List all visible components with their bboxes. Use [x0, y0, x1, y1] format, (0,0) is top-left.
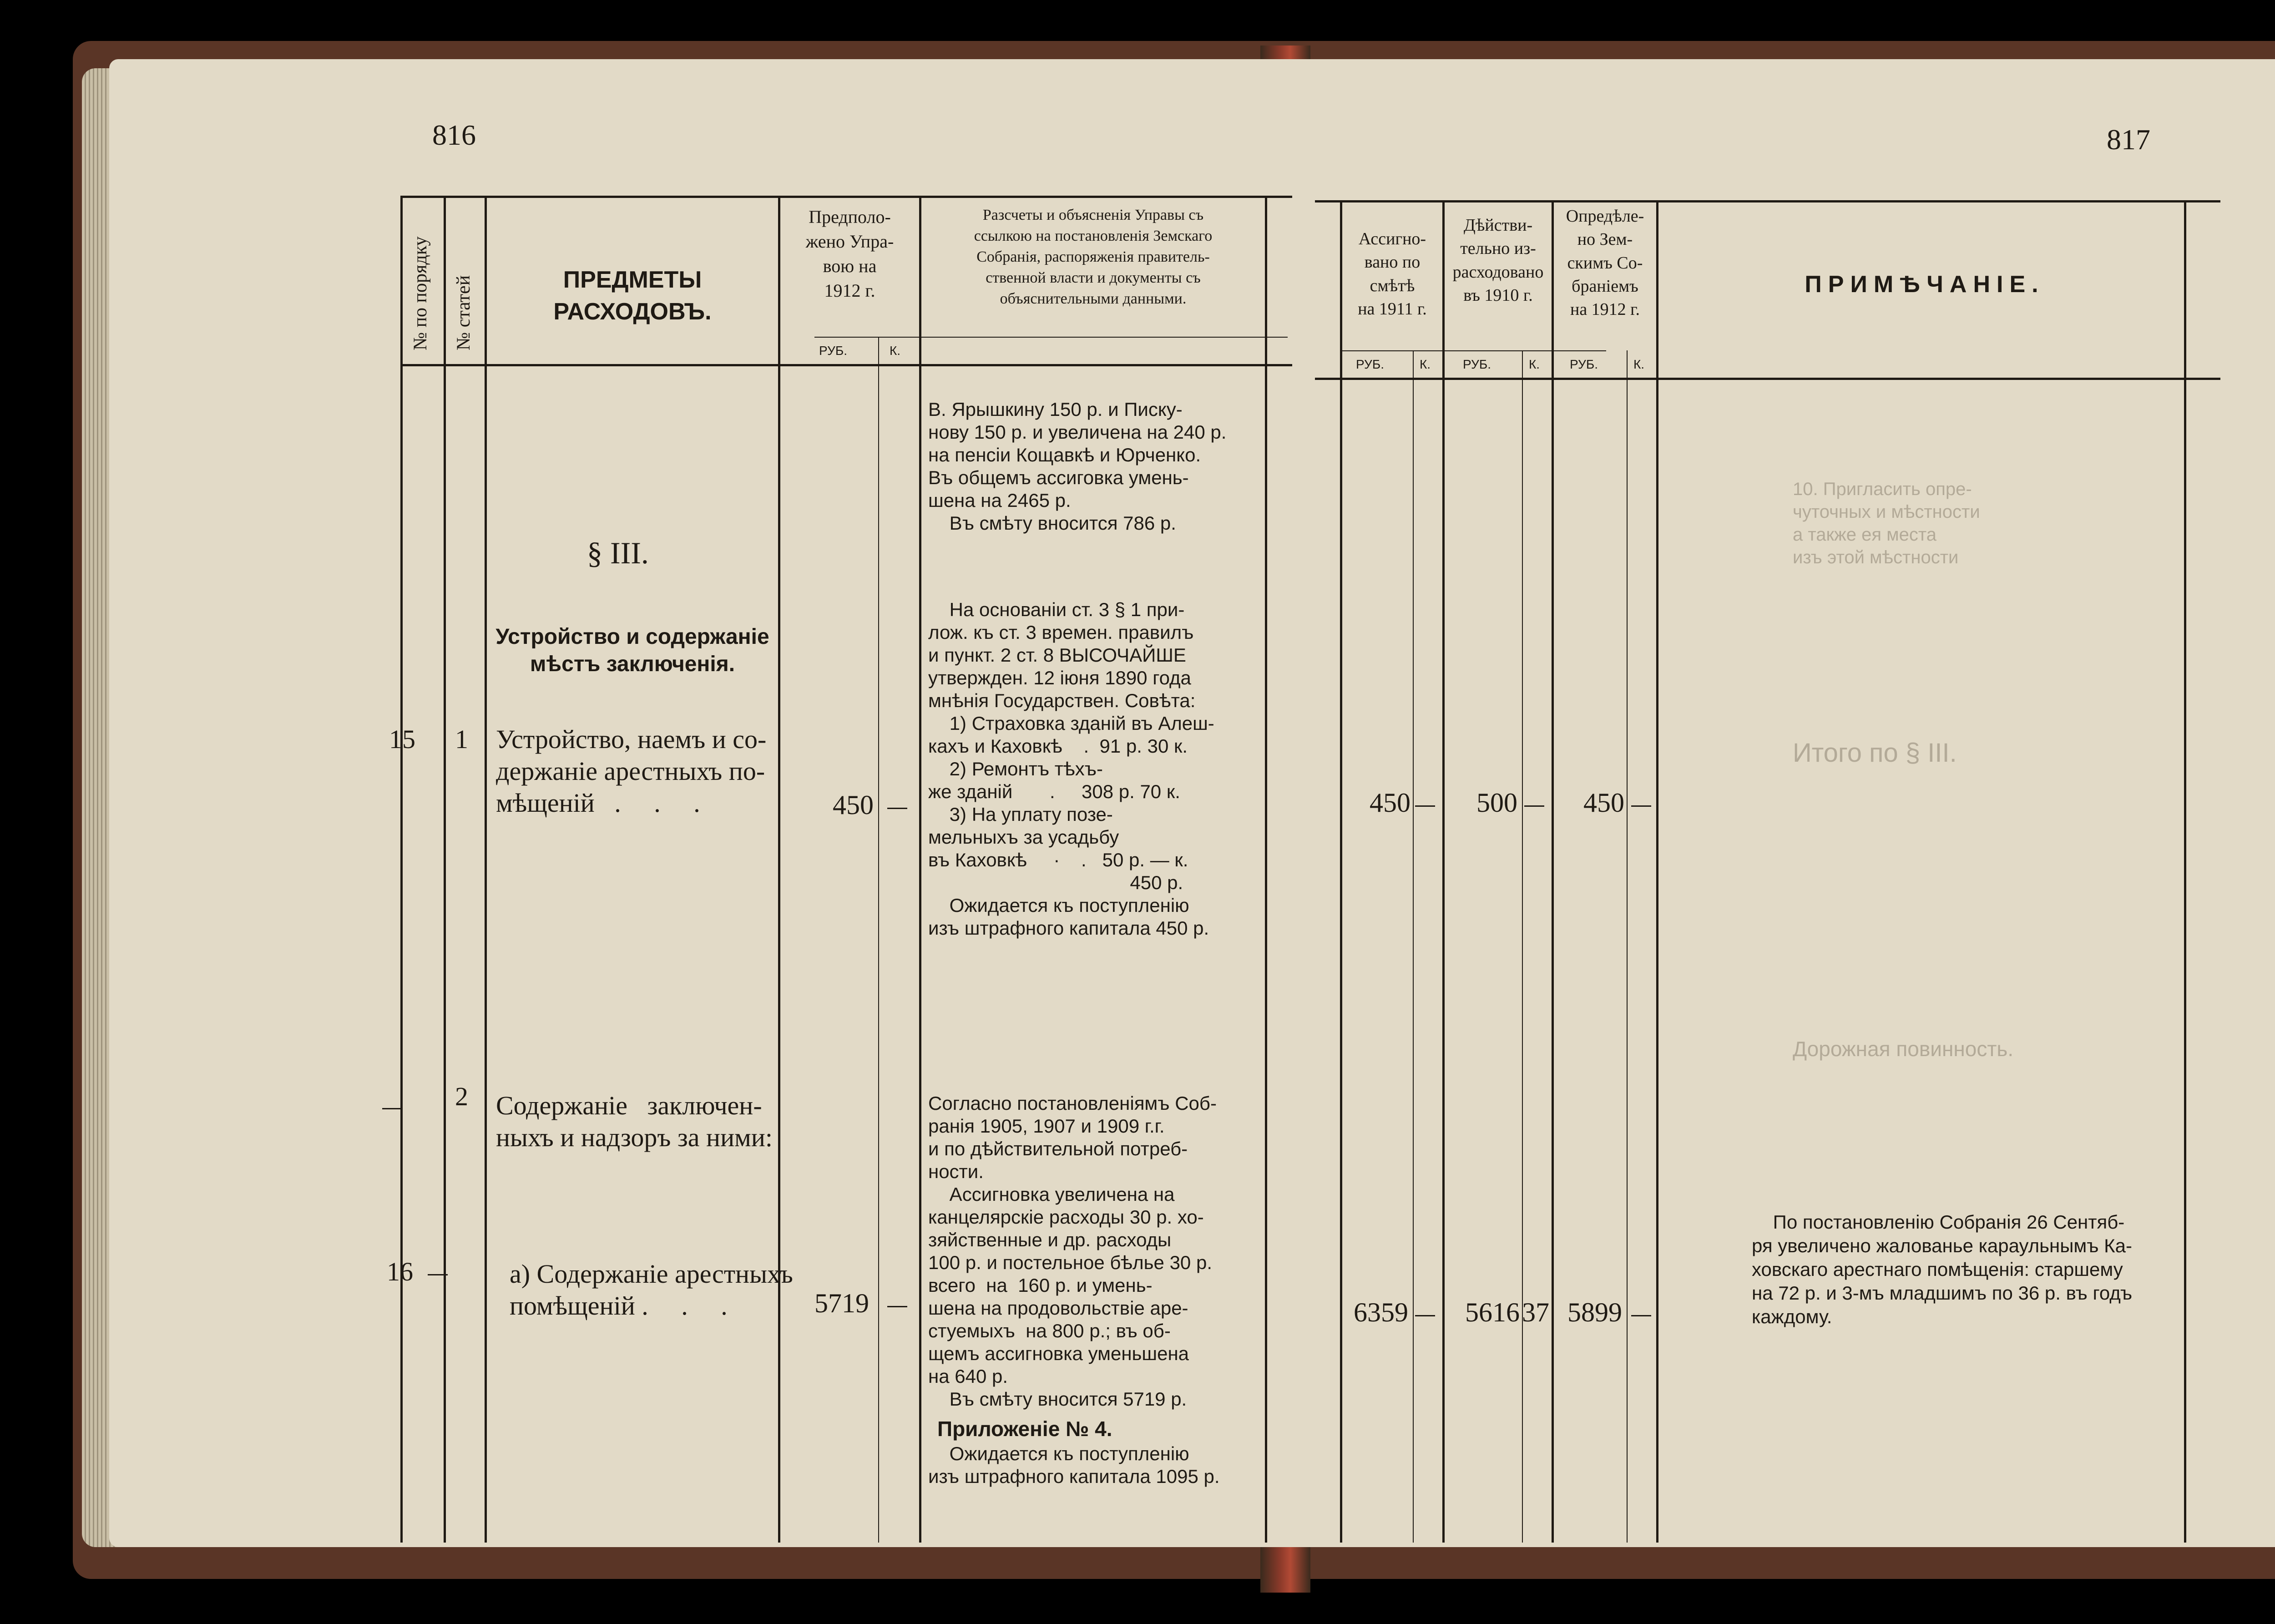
note-text: По постановленію Собранія 26 Сентяб- ря увеличено жалованье караульнымъ Ка- ховскаго арестнаго помѣщенія: старшему на 72 р. и 3-мъ младшимъ по 36 р. въ годъ каждому. — [1752, 1211, 2133, 1327]
right-row2-spent: 5616 — [1465, 1297, 1520, 1327]
right-col-kop-3 — [1627, 350, 1628, 1543]
right-row2-kop3 — [1631, 1315, 1651, 1316]
right-col-rule-4 — [2184, 200, 2186, 1543]
bleed-through-text-1: 10. Пригласить опре- чуточных и мѣстности а также ея места изъ этой мѣстности — [1793, 479, 1980, 567]
row3-order: 16 — [387, 1257, 413, 1286]
row1-order: 15 — [389, 724, 415, 754]
right-col-kop-2 — [1522, 350, 1523, 1543]
col-rule-5 — [1265, 196, 1267, 1543]
header-col-proposed: Предполо- жено Упра- вою на 1912 г. — [805, 207, 894, 301]
right-row1-kop2 — [1524, 805, 1544, 807]
header-col-note: ПРИМѢЧАНІЕ. — [1805, 271, 2045, 298]
row1-amount: 450 — [833, 790, 874, 820]
bleed-through-text-2: Итого по § III. — [1793, 738, 1957, 768]
row3-kop-dash — [887, 1306, 907, 1307]
right-row2-assigned: 6359 — [1354, 1297, 1408, 1327]
col-rule-3 — [778, 196, 780, 1543]
bleed-through-text-3: Дорожная повинность. — [1793, 1037, 2014, 1061]
header-rub-1: РУБ. — [1356, 357, 1385, 371]
row1-item: Устройство, наемъ и со- держаніе арестныхъ по- мѣщеній . . . — [496, 724, 767, 818]
right-row2-kop1 — [1415, 1315, 1435, 1316]
right-col-rule-1 — [1442, 200, 1445, 1543]
right-row1-determined: 450 — [1583, 788, 1624, 818]
row2-item: Содержаніе заключен- ныхъ и надзоръ за ними: — [496, 1091, 773, 1152]
right-col-rule-3 — [1656, 200, 1658, 1543]
right-row1-assigned: 450 — [1370, 788, 1410, 818]
col-rule-0 — [400, 196, 403, 1543]
explanation-mid: На основаніи ст. 3 § 1 при- лож. къ ст. 3 времен. правилъ и пункт. 2 ст. 8 ВЫСОЧАЙШЕ утвержден. 12 іюня 1890 года мнѣнія Государствен. Совѣта: 1) Страховка зданій въ Алеш- кахъ и Каховкѣ . 91 р. 30 к. 2) Ремонтъ тѣхъ- же зданій . 308 р. 70 к. 3) На уплату позе- мельныхъ за усадьбу въ Каховкѣ · . 50 р. — к. 450 р. Ожидается къ поступленію изъ штрафного капитала 450 р. — [928, 599, 1214, 939]
header-col-explanations: Разсчеты и объясненія Управы съ ссылкою на постановленія Земскаго Собранія, распоряженія правитель- ственной власти и документы съ объяснительными данными. — [974, 207, 1213, 307]
section-title: Устройство и содержаніе мѣстъ заключенія. — [495, 625, 769, 676]
col-rule-kop — [878, 337, 879, 1543]
row3-item: а) Содержаніе арестныхъ помѣщеній . . . — [510, 1259, 793, 1320]
col-rule-4 — [919, 196, 921, 1543]
header-kop-2: К. — [1529, 357, 1540, 371]
right-col-kop-1 — [1413, 350, 1414, 1543]
header-kop-3: К. — [1633, 357, 1645, 371]
right-row2-determined: 5899 — [1567, 1297, 1622, 1327]
right-col-rule-2 — [1552, 200, 1554, 1543]
header-rub-3: РУБ. — [1570, 357, 1598, 371]
header-bottom-rule — [400, 364, 1292, 366]
right-table-top-rule — [1315, 200, 2220, 202]
row2-order-dash — [382, 1108, 402, 1109]
right-row1-spent: 500 — [1476, 788, 1517, 818]
right-subheader-rule — [1342, 350, 1606, 351]
header-rub-2: РУБ. — [1463, 357, 1491, 371]
row1-article: 1 — [455, 724, 468, 754]
explanation-top: В. Ярышкину 150 р. и Писку- нову 150 р. и увеличена на 240 р. на пенсіи Кощавкѣ и Юрченко. Въ общемъ ассиговка умень- шена на 2465 р. Въ смѣту вносится 786 р. — [928, 399, 1227, 534]
col-rule-2 — [485, 196, 487, 1543]
subheader-rule — [814, 337, 1288, 338]
row1-kop-dash — [887, 808, 907, 809]
header-kop-1: К. — [1420, 357, 1431, 371]
right-header-bottom-rule — [1315, 378, 2220, 380]
header-col-spent: Дѣйстви- тельно из- расходовано въ 1910 г. — [1452, 216, 1544, 305]
right-page — [1292, 59, 2275, 1547]
explanation-end: Ожидается къ поступленію изъ штрафного капитала 1095 р. — [928, 1443, 1220, 1487]
header-kop: К. — [890, 344, 901, 358]
header-col-assigned: Ассигно- вано по смѣтѣ на 1911 г. — [1358, 229, 1427, 319]
header-col-determined: Опредѣле- но Зем- скимъ Со- браніемъ на 1912 г. — [1566, 207, 1644, 319]
left-page — [109, 59, 1301, 1547]
appendix-ref: Приложеніе № 4. — [937, 1417, 1112, 1441]
row3-amount: 5719 — [814, 1288, 869, 1318]
table-top-rule — [400, 196, 1292, 198]
header-col-order: № по порядку — [410, 236, 431, 350]
header-col-items: ПРЕДМЕТЫ РАСХОДОВЪ. — [553, 267, 712, 325]
page-number-left: 816 — [432, 119, 476, 151]
header-col-article: № статей — [453, 275, 474, 350]
col-rule-1 — [444, 196, 446, 1543]
row3-article-dash — [428, 1274, 448, 1275]
right-row1-kop1 — [1415, 805, 1435, 807]
header-rub: РУБ. — [819, 344, 848, 358]
explanation-bottom: Согласно постановленіямъ Соб- ранія 1905, 1907 и 1909 г.г. и по дѣйствительной потреб- ности. Ассигновка увеличена на канцелярскіе расходы 30 р. хо- зяйственные и др. расходы 100 р. и постельное бѣлье 30 р. всего на 160 р. и умень- шена на продовольствіе аре- стуемыхъ на 800 р.; въ об- щемъ ассигновка уменьшена на 640 р. Въ смѣту вносится 5719 р. — [928, 1093, 1217, 1410]
row2-article: 2 — [455, 1082, 468, 1111]
section-mark: § III. — [587, 536, 649, 570]
right-col-rule-0 — [1340, 200, 1342, 1543]
page-number-right: 817 — [2107, 123, 2150, 156]
right-row1-kop3 — [1631, 805, 1651, 807]
right-row2-spent-kop: 37 — [1522, 1297, 1549, 1327]
